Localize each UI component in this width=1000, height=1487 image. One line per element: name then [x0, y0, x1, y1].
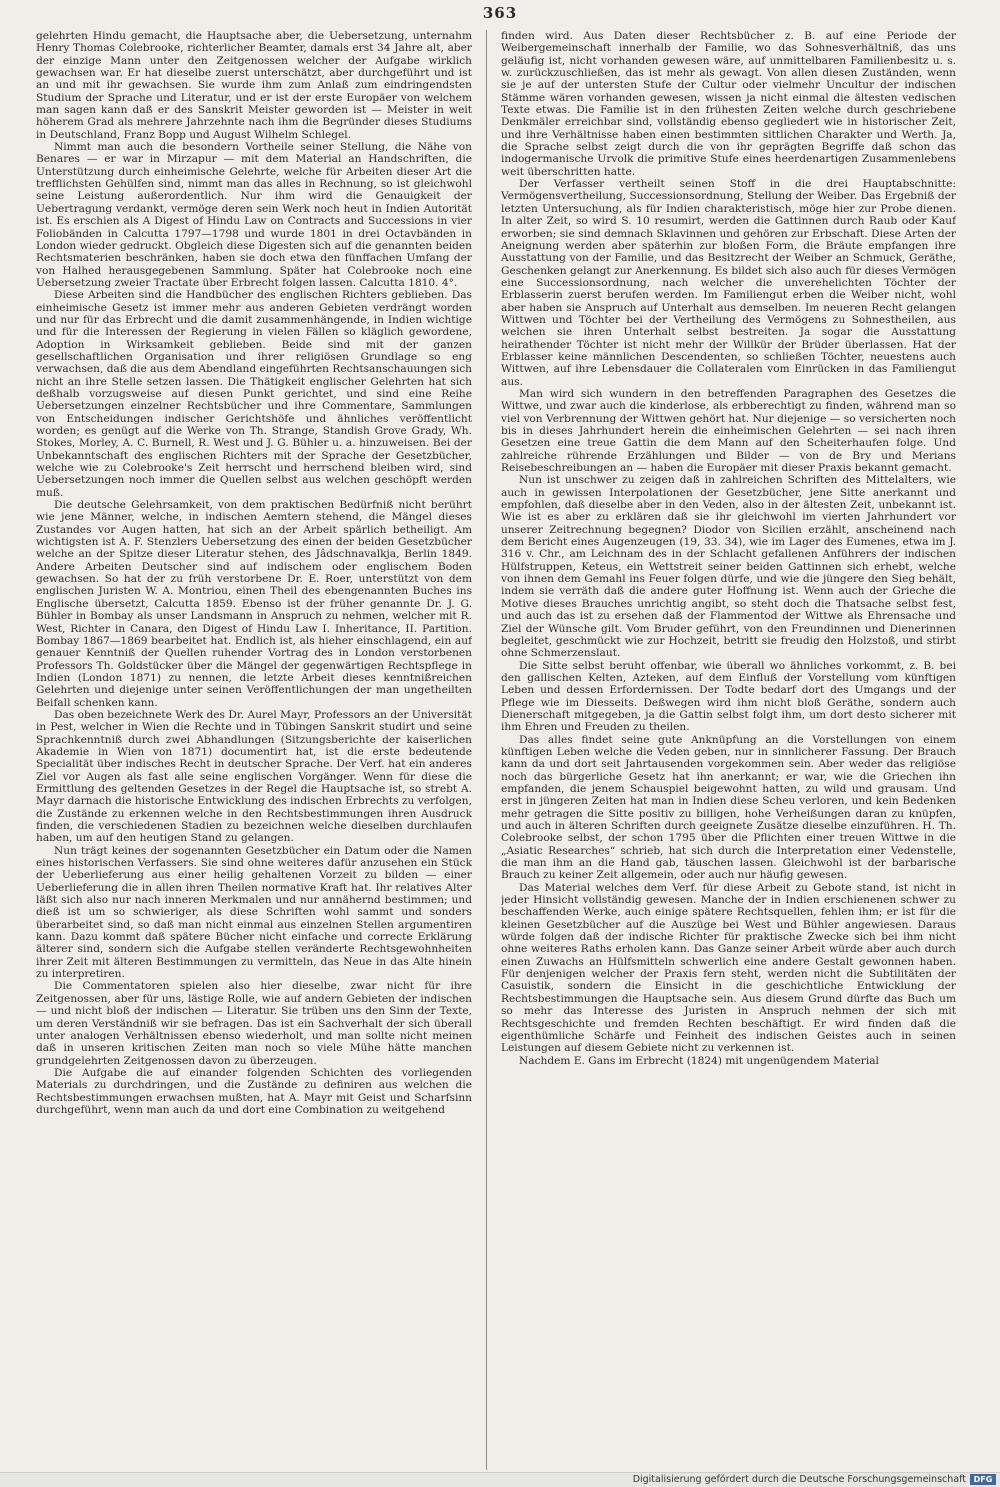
- dfg-logo[interactable]: DFG: [970, 1474, 996, 1485]
- footer-credit[interactable]: Digitalisierung gefördert durch die Deutsche Forschungsgemeinschaft: [632, 1474, 966, 1485]
- paragraph: Nachdem E. Gans im Erbrecht (1824) mit ungenügendem Material: [519, 1054, 879, 1067]
- paragraph: Das alles findet seine gute Anknüpfung an die Vorstellungen von einem künftigen Leben welche die Veden geben, nur in sinnlicherer Fassung. Der Brauch kann da und dort seit Jahrtausenden vorgekommen sein. Aber weder das religiöse noch das bürgerliche Gesetz hat ihn anerkannt; er war, wie die Griechen ihn empfanden, die jenem Schauspiel beigewohnt hatten, zu wild und grausam. Und erst in jüngeren Zeiten hat man in Indien diese Scheu verloren, und kein Bedenken mehr getragen die Sitte positiv zu billigen, hohe Verheißungen daran zu knüpfen, und auch in älteren Schriften durch geeignete Zusätze dieselbe einzuführen. H. Th. Colebrooke selbst, der schon 1795 über die Pflichten einer treuen Wittwe in die „Asiatic Researches“ schrieb, hat sich durch die Interpretation einer Vedenstelle, die man ihm an die Hand gab, täuschen lassen. Gleichwohl ist der barbarische Brauch zu keiner Zeit allgemein, oder auch nur häufig gewesen.: [501, 733, 956, 882]
- paragraph: Nun trägt keines der sogenannten Gesetzbücher ein Datum oder die Namen eines historischen Verfassers. Sie sind ohne weiteres dafür anzusehen ein Stück der Ueberlieferung aus einer heilig gehaltenen Vorzeit zu bilden — einer Ueberlieferung die in allen ihren Theilen normative Kraft hat. Ihr relatives Alter läßt sich also nur nach inneren Merkmalen und nur annähernd bestimmen; und dieß ist um so schwieriger, als diese Schriften wohl sammt und sonders überarbeitet sind, so daß man nicht einmal aus einzelnen Stellen argumentiren kann. Dazu kommt daß spätere Bücher nicht einfache und correcte Erklärung älterer sind, sondern sich die Aufgabe stellen veränderte Rechtsgewohnheiten ihrer Zeit mit älteren Bestimmungen zu vermitteln, das Neue in das Alte hinein zu interpretiren.: [36, 844, 472, 981]
- paragraph: Das oben bezeichnete Werk des Dr. Aurel Mayr, Professors an der Universität in Pest, welcher in Wien die Rechte und in Tübingen Sanskrit studirt und seine Sprachkenntniß durch zwei Abhandlungen (Sitzungsberichte der kaiserlichen Akademie in Wien von 1871) documentirt hat, ist die erste bedeutende Specialität über indisches Recht in deutscher Sprache. Der Verf. hat ein anderes Ziel vor Augen als fast alle seine englischen Vorgänger. Wenn für diese die Ermittlung des geltenden Gesetzes in der Regel die Hauptsache ist, so strebt A. Mayr darnach die historische Entwicklung des indischen Erbrechts zu verfolgen, die Zustände zu erkennen welche in den Rechtsbestimmungen ihren Ausdruck finden, die verschiedenen Stadien zu bezeichnen welche dieselben durchlaufen haben, um auf den heutigen Stand zu gelangen.: [36, 708, 472, 845]
- paragraph: Nimmt man auch die besondern Vortheile seiner Stellung, die Nähe von Benares — er war in Mirzapur — mit dem Material an Handschriften, die Unterstützung durch einheimische Gelehrte, welche für Arbeiten dieser Art die trefflichsten Gehülfen sind, nimmt man das alles in Rechnung, so ist gleichwohl seine Leistung außerordentlich. Nur ihm wird die Genauigkeit der Uebertragung verdankt, vermöge deren sein Werk noch heut in Indien Autorität ist. Es erschien als A Digest of Hindu Law on Contracts and Successions in vier Foliobänden in Calcutta 1797—1798 und wurde 1801 in drei Octavbänden in London wieder gedruckt. Obgleich diese Digesten sich auf die genannten beiden Rechtsmaterien beschränken, haben sie doch etwa den fünffachen Umfang der von Halhed herausgegebenen Sammlung. Später hat Colebrooke noch eine Uebersetzung zweier Tractate über Erbrecht folgen lassen. Calcutta 1810. 4°.: [36, 141, 472, 289]
- left-column: [36, 30, 472, 1468]
- paragraph: Nun ist unschwer zu zeigen daß in zahlreichen Schriften des Mittelalters, wie auch in gewissen Interpolationen der Gesetzbücher, jene Sitte anerkannt und empfohlen, daß dieselbe aber in den Veden, also in der ältesten Zeit, unbekannt ist. Wie ist es aber zu erklären daß sie ihr gleichwohl im vierten Jahrhundert vor unserer Zeitrechnung begegnen? Diodor von Sicilien erzählt, anscheinend nach dem Bericht eines Augenzeugen (19, 33. 34), wie im Lager des Eumenes, etwa im J. 316 v. Chr., am Leichnam des in der Schlacht gefallenen Anführers der indischen Hülfstruppen, Keteus, ein Wettstreit seiner beiden Gattinnen sich erhebt, welche von ihnen dem Gemahl ins Feuer folgen dürfe, und wie die jüngere den Sieg behält, indem sie verräth daß die andere guter Hoffnung ist. Wenn auch der Grieche die Motive dieses Brauches unrichtig angibt, so steht doch die Thatsache selbst fest, und auch das ist zu ersehen daß der Flammentod der Wittwe als Ehrensache und Ziel der Wünsche gilt. Vom Bruder geführt, von den Freundinnen und Dienerinnen begleitet, geschmückt wie zur Hochzeit, betritt sie freudig den Holzstoß, und stirbt ohne Schmerzenslaut.: [501, 474, 956, 660]
- paragraph: finden wird. Aus Daten dieser Rechtsbücher z. B. auf eine Periode der Weibergemeinschaft innerhalb der Familie, wo das Sohnesverhältniß, das uns geläufig ist, nicht vorhanden gewesen wäre, auf unmittelbaren Familienbesitz u. s. w. zurückzuschließen, das ist mehr als gewagt. Von allen diesen Zuständen, wenn sie je auf der untersten Stufe der Cultur oder vielmehr Uncultur der indischen Stämme wären vorhanden gewesen, wissen ja nicht einmal die ältesten vedischen Texte etwas. Die Familie ist in den frühesten Zeiten welche durch geschriebene Denkmäler erreichbar sind, vollständig ebenso gegliedert wie in historischer Zeit, und ihre Verhältnisse haben einen bestimmten sittlichen Charakter und Werth. Ja, die Sprache selbst zeigt durch die von ihr geprägten Begriffe daß schon das indogermanische Urvolk die primitive Stufe eines heerdenartigen Zusammenlebens weit überschritten hatte.: [501, 30, 956, 178]
- paragraph: gelehrten Hindu gemacht, die Hauptsache aber, die Uebersetzung, unternahm Henry Thomas Colebrooke, richterlicher Beamter, damals erst 34 Jahre alt, aber der einzige Mann unter den Zeitgenossen welcher der Aufgabe wirklich gewachsen war. Er hat dieselbe zuerst unterschätzt, aber durchgeführt und ist an und mit ihr gewachsen. Sie wurde ihm zum Anlaß zum eindringendsten Studium der Sprache und Literatur, und er ist der erste Europäer von welchem man sagen kann daß er des Sanskrit Meister geworden ist — Meister in weit höherem Grad als mehrere Jahrzehnte nach ihm die Begründer dieses Studiums in Deutschland, Franz Bopp und August Wilhelm Schlegel.: [36, 30, 472, 141]
- paragraph: Die Commentatoren spielen also hier dieselbe, zwar nicht für ihre Zeitgenossen, aber für uns, lästige Rolle, wie auf andern Gebieten der indischen — und nicht bloß der indischen — Literatur. Sie trüben uns den Sinn der Texte, um deren Verständniß wir sie befragen. Das ist ein Sachverhalt der sich überall unter analogen Verhältnissen ebenso wiederholt, und man sollte nicht meinen daß in unseren kritischen Zeiten man noch so viele Mühe hätte manchen grundgelehrten Zeitgenossen davon zu überzeugen.: [36, 980, 472, 1067]
- page-number: 363: [482, 4, 518, 22]
- paragraph: Das Material welches dem Verf. für diese Arbeit zu Gebote stand, ist nicht in jeder Hinsicht vollständig gewesen. Manche der in Indien erschienenen schwer zu beschaffenden Werke, auch einige spätere Rechtsquellen, fehlen ihm; er ist für die kleinen Gesetzbücher auf die Auszüge bei West und Bühler angewiesen. Daraus würde folgen daß der indische Richter für praktische Zwecke sich bei ihm nicht ohne weiteres Raths erholen kann. Das Ganze seiner Arbeit würde aber auch durch einen Zuwachs an Hülfsmitteln schwerlich eine andere Gestalt gewonnen haben. Für denjenigen welcher der Praxis fern steht, werden nicht die Subtilitäten der Casuistik, sondern die Einsicht in die geschichtliche Entwicklung der Rechtsbestimmungen die Hauptsache sein. Aus diesem Grund dürfte das Buch um so mehr das Interesse des Juristen in Anspruch nehmen der sich mit Rechtsgeschichte und fremden Rechten beschäftigt. Er wird finden daß die eigenthümliche Schärfe und Feinheit des indischen Geistes auch in seinen Leistungen auf diesem Gebiete nicht zu verkennen ist.: [501, 881, 956, 1055]
- paragraph: Der Verfasser vertheilt seinen Stoff in die drei Hauptabschnitte: Vermögensvertheilung, Successionsordnung, Stellung der Weiber. Das Ergebniß der letzten Untersuchung, als für Indien charakteristisch, möge hier zur Probe dienen. In alter Zeit, so wird S. 10 resumirt, werden die Gattinnen durch Raub oder Kauf erworben; sie sind demnach Sklavinnen und gehören zur Erbschaft. Diese Arten der Aneignung werden aber späterhin zur bloßen Form, die Bräute empfangen ihre Ausstattung von der Familie, und das Besitzrecht der Weiber an Schmuck, Geräthe, Geschenken gelangt zur Anerkennung. Es bildet sich also auch für dieses Vermögen eine Successionsordnung, nach welcher die unverehelichten Töchter der Erblasserin zuerst berufen werden. Im Familiengut erben die Weiber nicht, wohl aber haben sie Anspruch auf Unterhalt aus demselben. Im neueren Recht gelangen Wittwen und Töchter bei der Vertheilung des Vermögens zu Sohnestheilen, aus welchen sie ihren Unterhalt selbst bestreiten. Ja sogar die Ausstattung heirathender Töchter ist nicht mehr der Willkür der Brüder überlassen. Hat der Erblasser keine männlichen Descendenten, so schließen Töchter, neuestens auch Wittwen, auf ihre Lebensdauer die Collateralen vom Einrücken in das Familiengut aus.: [501, 178, 956, 388]
- paragraph: Diese Arbeiten sind die Handbücher des englischen Richters geblieben. Das einheimische Gesetz ist immer mehr aus anderen Gebieten verdrängt worden und nur für das Erbrecht und die damit zusammenhängende, in Indien wichtige und für die Interessen der Regierung in vielen Fällen so kläglich gewordene, Adoption in Wirksamkeit geblieben. Beide sind mit der ganzen gesellschaftlichen Organisation und ihrer religiösen Grundlage so eng verwachsen, daß die aus dem Abendland eingeführten Rechtsanschauungen sich nicht an ihre Stelle setzen lassen. Die Thätigkeit englischer Gelehrten hat sich deßhalb vorzugsweise auf diesen Punkt gerichtet, und sind eine Reihe Uebersetzungen einzelner Rechtsbücher und ihre Commentare, Sammlungen von Entscheidungen indischer Gerichtshöfe und ähnliches veröffentlicht worden; es genügt auf die Werke von Th. Strange, Standish Grove Grady, Wh. Stokes, Morley, A. C. Burnell, R. West und J. G. Bühler u. a. hinzuweisen. Bei der Unbekanntschaft des englischen Richters mit der Sprache der Gesetzbücher, welche wie zu Colebrooke's Zeit herrscht und herrschend bleiben wird, sind Uebersetzungen noch immer die Quellen selbst aus welchen geschöpft werden muß.: [36, 289, 472, 499]
- paragraph: Man wird sich wundern in den betreffenden Paragraphen des Gesetzes die Wittwe, und zwar auch die kinderlose, als erbberechtigt zu finden, während man so viel von Verbrennung der Wittwen gehört hat. Nur diejenige — so versicherten noch bis in dieses Jahrhundert herein die einheimischen Gelehrten — sei nach ihren Gesetzen eine treue Gattin die dem Mann auf den Scheiterhaufen folge. Und zahlreiche rührende Erzählungen und Bilder — von de Bry und Merians Reisebeschreibungen an — haben die Europäer mit dieser Praxis bekannt gemacht.: [501, 387, 956, 475]
- footer-bar: [0, 1472, 1000, 1487]
- paragraph: Die Sitte selbst beruht offenbar, wie überall wo ähnliches vorkommt, z. B. bei den gallischen Kelten, Azteken, auf dem Einfluß der Vorstellung vom künftigen Leben und dessen Erfordernissen. Der Todte bedarf dort des Umgangs und der Pflege wie im Diesseits. Deßwegen wird ihm nicht bloß Geräthe, sondern auch Dienerschaft mitgegeben, ja die Gattin selbst folgt ihm, um dort desto sicherer mit ihm Ehren und Freuden zu theilen.: [501, 659, 956, 734]
- paragraph: Die Aufgabe die auf einander folgenden Schichten des vorliegenden Materials zu durchdringen, und die Zustände zu definiren aus welchen die Rechtsbestimmungen erwachsen mußten, hat A. Mayr mit Geist und Scharfsinn durchgeführt, wenn man auch da und dort eine Combination zu weitgehend: [36, 1066, 472, 1116]
- right-column: [501, 30, 956, 1468]
- paragraph: Die deutsche Gelehrsamkeit, von dem praktischen Bedürfniß nicht berührt wie jene Männer, welche, in indischen Aemtern stehend, die Mängel dieses Zustandes vor Augen hatten, hat sich an der Arbeit spärlich betheiligt. Am wichtigsten ist A. F. Stenzlers Uebersetzung des einen der beiden Gesetzbücher welche an der Spitze dieser Literatur stehen, des Jâdschnavalkja, Berlin 1849. Andere Arbeiten Deutscher sind auf indischem oder englischem Boden gewachsen. So hat der zu früh verstorbene Dr. E. Roer, unterstützt von dem englischen Juristen W. A. Montriou, einen Theil des ebengenannten Buches ins Englische übersetzt, Calcutta 1859. Ebenso ist der früher genannte Dr. J. G. Bühler in Bombay als unser Landsmann in Anspruch zu nehmen, welcher mit R. West, Richter in Canara, den Digest of Hindu Law I. Inheritance, II. Partition. Bombay 1867—1869 bearbeitet hat. Endlich ist, als hieher einschlagend, ein auf genauer Kenntniß der Quellen ruhender Vortrag des in London verstorbenen Professors Th. Goldstücker über die Mängel der gegenwärtigen Rechtspflege in Indien (London 1871) zu nennen, die letzte Arbeit dieses kenntnißreichen Gelehrten und diejenige unter seinen Veröffentlichungen der man ungetheilten Beifall schenken kann.: [36, 499, 472, 709]
- column-divider: [486, 30, 487, 1470]
